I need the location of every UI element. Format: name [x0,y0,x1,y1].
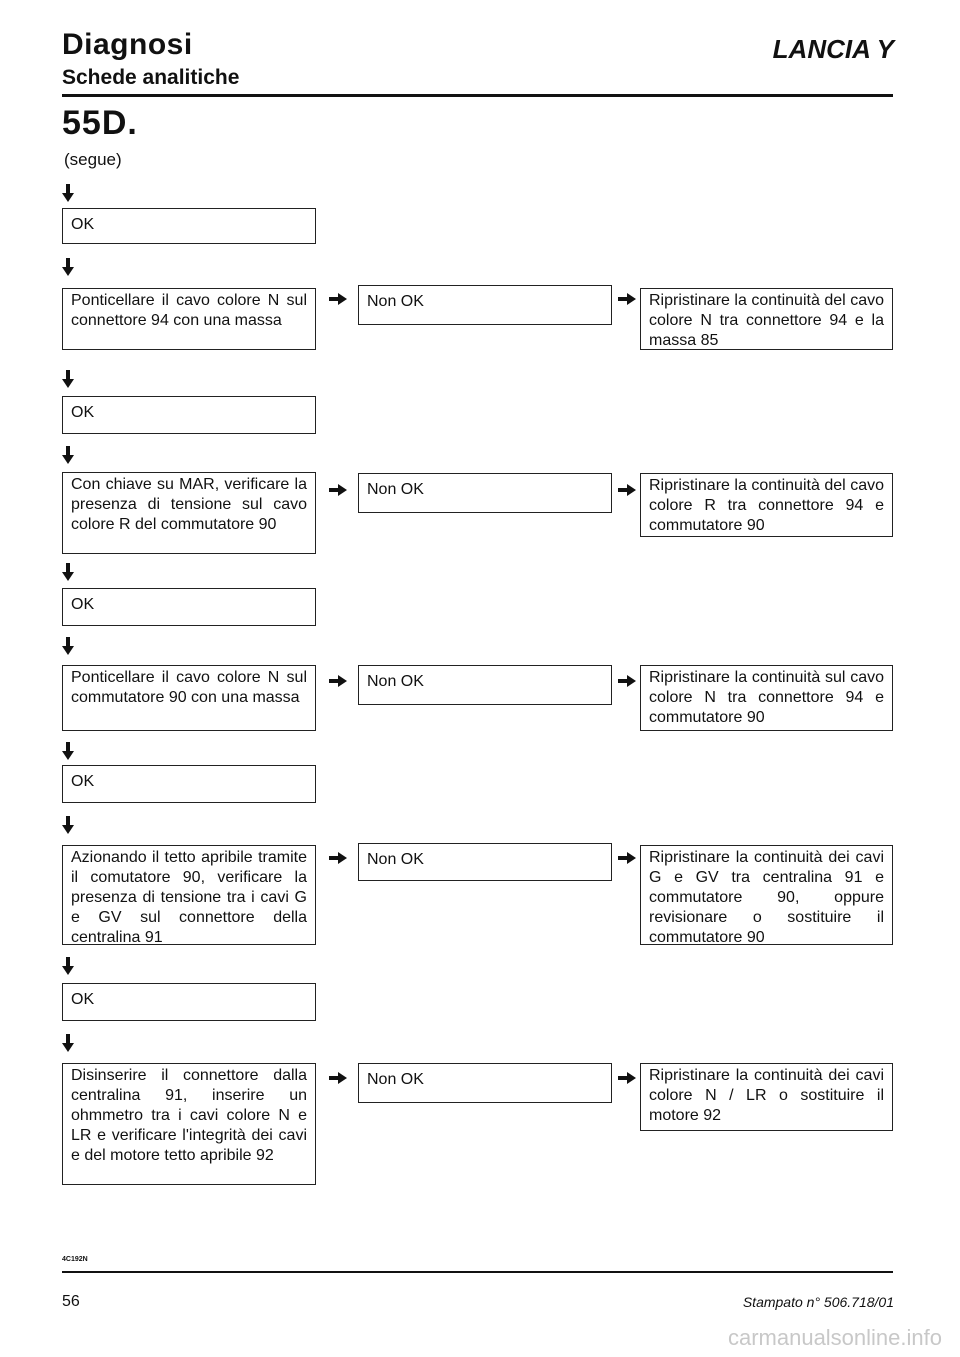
non-ok-result-box: Non OK [358,473,612,513]
repair-action-box: Ripristinare la continuità del cavo colore R tra connettore 94 e commutatore 90 [640,473,893,537]
check-step-box: Con chiave su MAR, verificare la presenza di tensione sul cavo colore R del commutatore 90 [62,472,316,554]
arrow-down-icon [62,370,74,388]
continued-note: (segue) [64,150,122,169]
check-step-box: Azionando il tetto apribile tramite il comutatore 90, verificare la presenza di tensione tra i cavi G e GV sul connettore della centralina 91 [62,845,316,945]
ok-result-box: OK [62,396,316,434]
ok-result-box: OK [62,983,316,1021]
repair-action-box: Ripristinare la continuità del cavo colore N tra connettore 94 e la massa 85 [640,288,893,350]
ok-result-box: OK [62,208,316,244]
header-rule [62,94,893,97]
arrow-right-icon [618,484,636,496]
arrow-down-icon [62,184,74,202]
repair-action-box: Ripristinare la continuità dei cavi colore N / LR o sostituire il motore 92 [640,1063,893,1131]
arrow-down-icon [62,563,74,581]
arrow-right-icon [618,852,636,864]
arrow-right-icon [329,852,347,864]
page-subtitle: Schede analitiche [62,66,240,89]
check-step-box: Ponticellare il cavo colore N sul commutatore 90 con una massa [62,665,316,731]
arrow-right-icon [618,675,636,687]
section-number: 55D. [62,104,138,142]
figure-code: 4C192N [62,1256,88,1263]
watermark: carmanualsonline.info [727,1325,942,1350]
footer-rule [62,1271,893,1273]
arrow-right-icon [329,293,347,305]
arrow-down-icon [62,816,74,834]
arrow-right-icon [329,484,347,496]
repair-action-box: Ripristinare la continuità dei cavi G e GV tra centralina 91 e commutatore 90, oppure revisionare o sostituire il commutatore 90 [640,845,893,945]
ok-result-box: OK [62,588,316,626]
arrow-right-icon [618,1072,636,1084]
non-ok-result-box: Non OK [358,1063,612,1103]
page-number: 56 [62,1293,80,1310]
arrow-down-icon [62,957,74,975]
print-reference: Stampato n° 506.718/01 [742,1294,894,1310]
brand-label: LANCIA Y [772,34,894,64]
arrow-down-icon [62,258,74,276]
non-ok-result-box: Non OK [358,665,612,705]
page-title: Diagnosi [62,28,193,61]
arrow-down-icon [62,637,74,655]
arrow-right-icon [618,293,636,305]
ok-result-box: OK [62,765,316,803]
check-step-box: Disinserire il connettore dalla centralina 91, inserire un ohmmetro tra i cavi colore N e LR e verificare l'integrità dei cavi e del motore tetto apribile 92 [62,1063,316,1185]
non-ok-result-box: Non OK [358,843,612,881]
repair-action-box: Ripristinare la continuità sul cavo colore N tra connettore 94 e commutatore 90 [640,665,893,731]
arrow-down-icon [62,742,74,760]
arrow-down-icon [62,1034,74,1052]
arrow-down-icon [62,446,74,464]
check-step-box: Ponticellare il cavo colore N sul connettore 94 con una massa [62,288,316,350]
arrow-right-icon [329,1072,347,1084]
non-ok-result-box: Non OK [358,285,612,325]
arrow-right-icon [329,675,347,687]
